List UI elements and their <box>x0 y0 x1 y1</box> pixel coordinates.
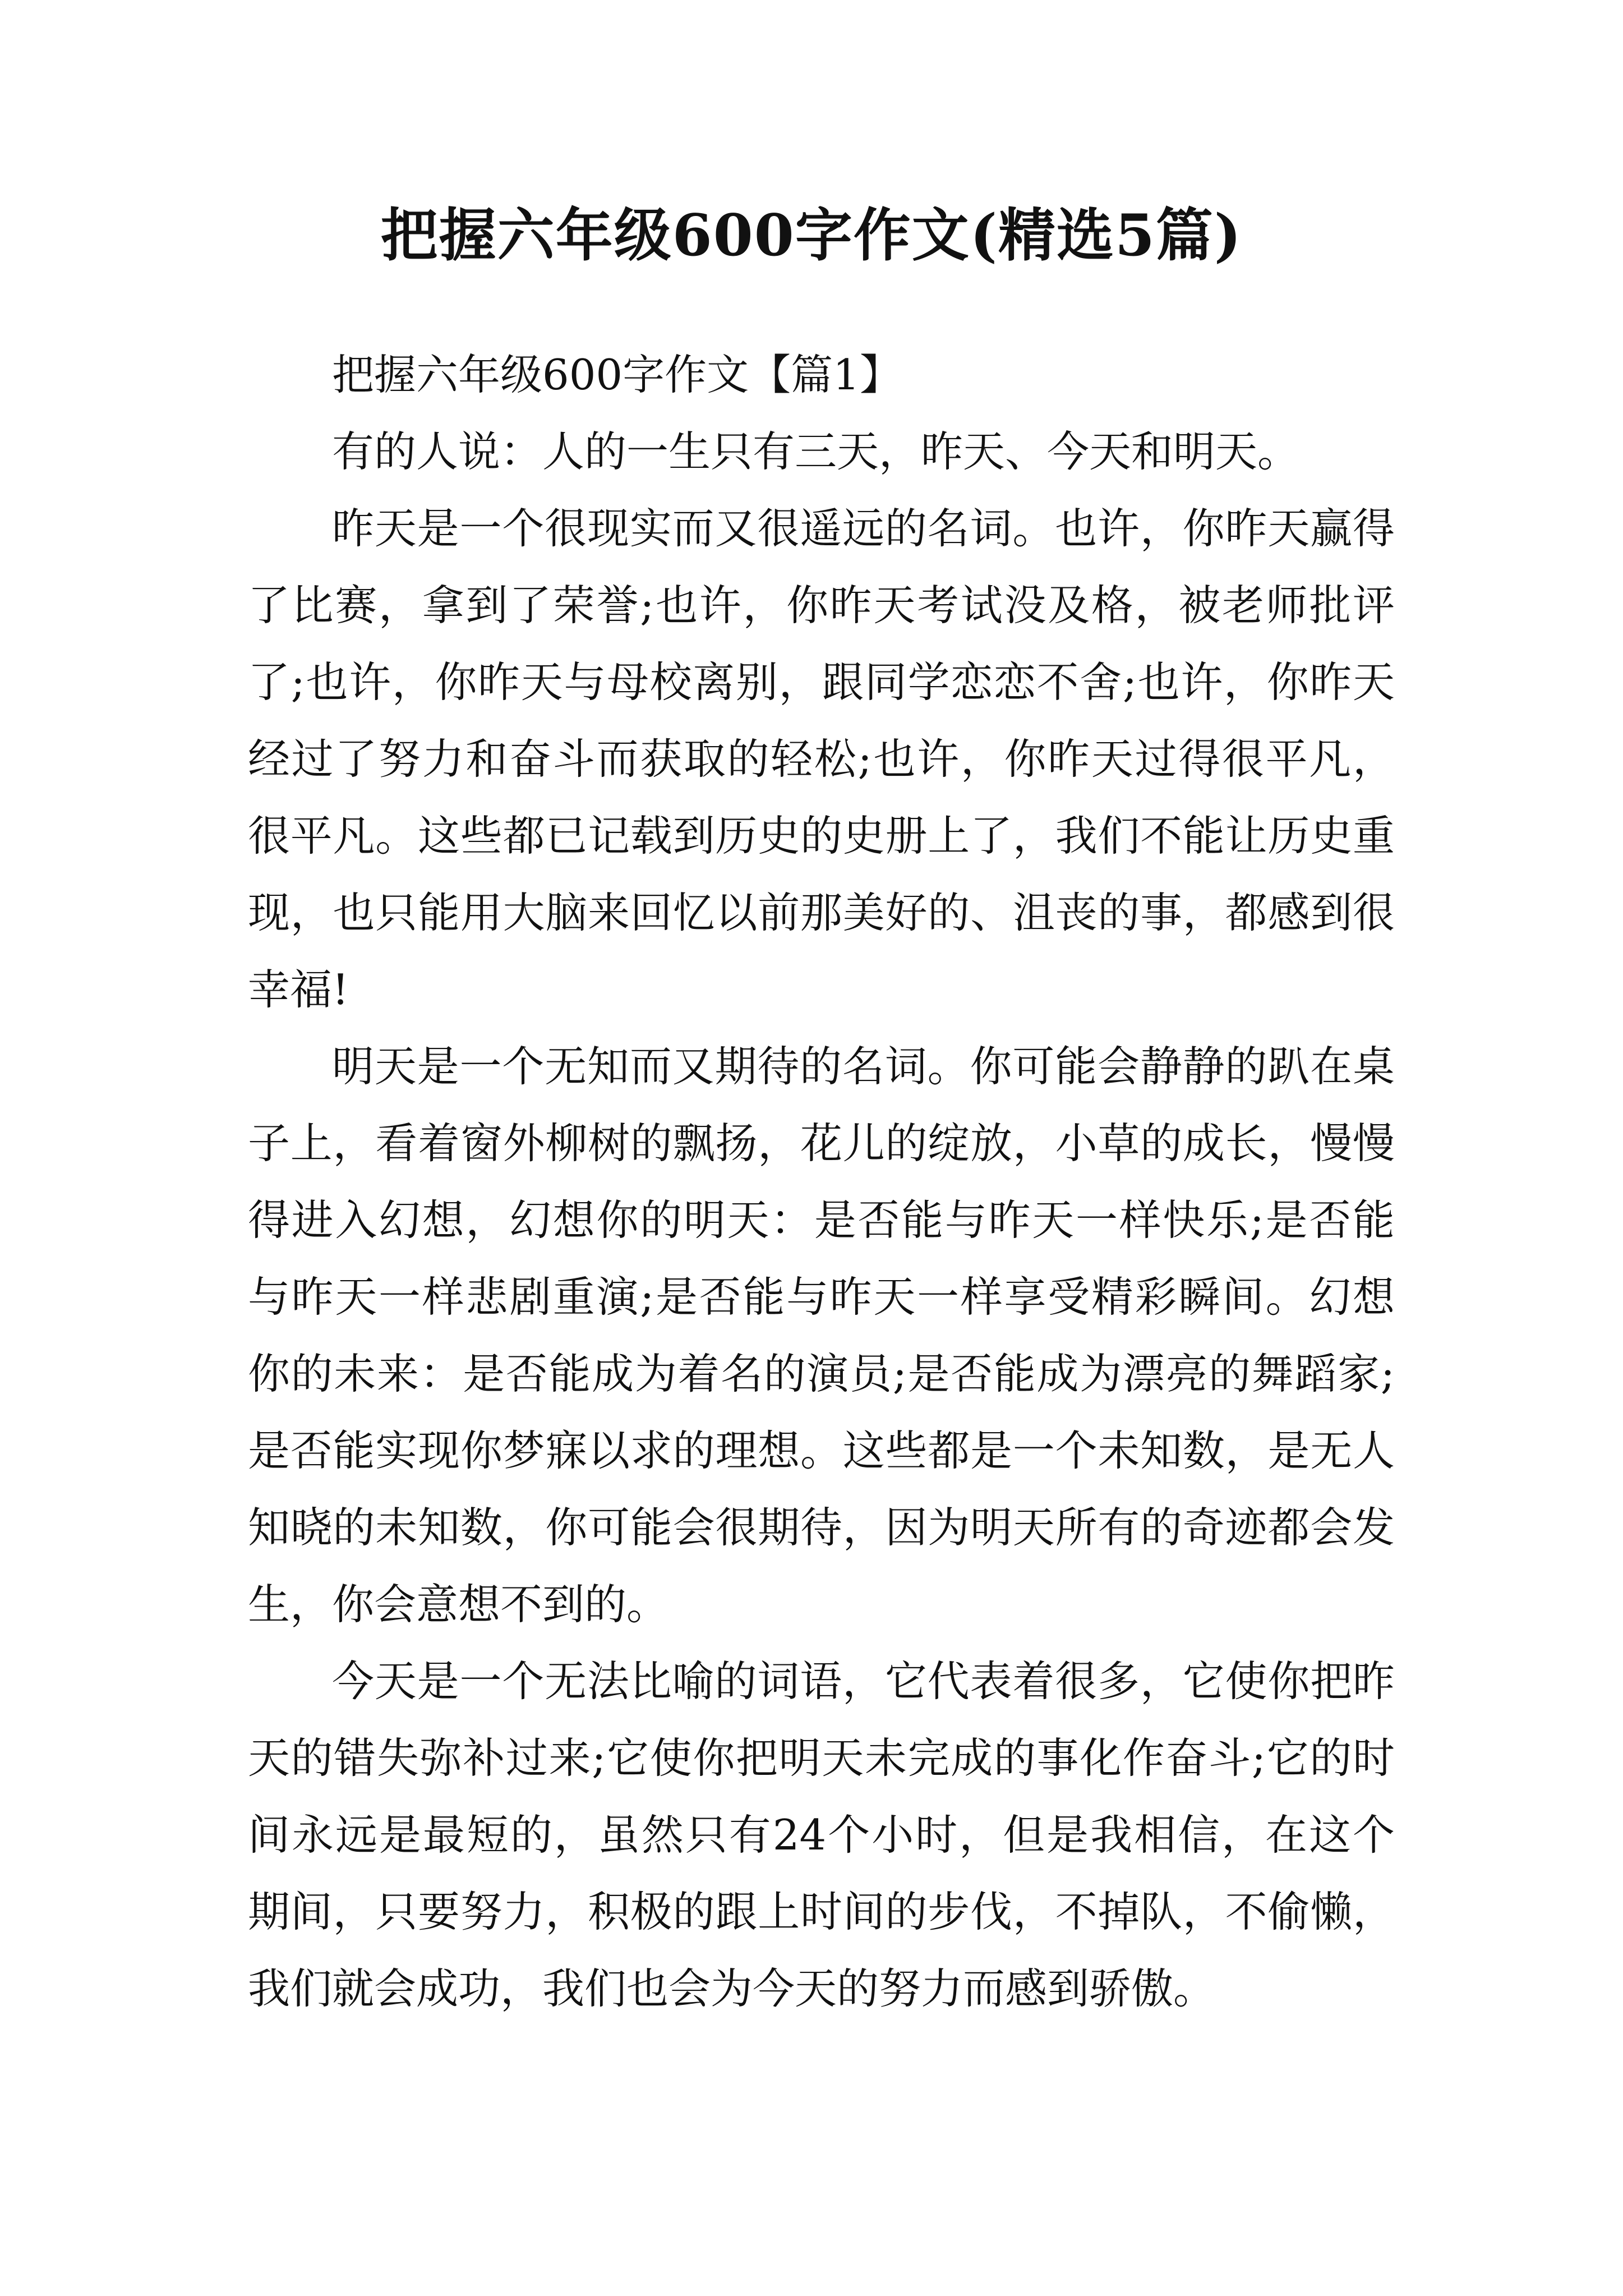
document-body <box>248 337 1395 2027</box>
paragraph-intro: 有的人说：人的一生只有三天，昨天、今天和明天。 <box>332 427 1300 476</box>
paragraph-tomorrow: 明天是一个无知而又期待的名词。你可能会静静的趴在桌子上，看着窗外柳树的飘扬，花儿的绽放，小草的成长，慢慢得进入幻想，幻想你的明天：是否能与昨天一样快乐;是否能与昨天一样悲剧重演;是否能与昨天一样享受精彩瞬间。幻想你的未来：是否能成为着名的演员;是否能成为漂亮的舞蹈家;是否能实现你梦寐以求的理想。这些都是一个未知数，是无人知晓的未知数，你可能会很期待，因为明天所有的奇迹都会发生，你会意想不到的。 <box>248 1042 1395 1629</box>
section-heading: 把握六年级600字作文【篇1】 <box>332 350 902 399</box>
paragraph-today: 今天是一个无法比喻的词语，它代表着很多，它使你把昨天的错失弥补过来;它使你把明天未完成的事化作奋斗;它的时间永远是最短的，虽然只有24个小时，但是我相信，在这个期间，只要努力，积极的跟上时间的步伐，不掉队，不偷懒，我们就会成功，我们也会为今天的努力而感到骄傲。 <box>248 1657 1395 2013</box>
document-title: 把握六年级600字作文(精选5篇) <box>380 202 1243 269</box>
paragraph-yesterday: 昨天是一个很现实而又很遥远的名词。也许，你昨天赢得了比赛，拿到了荣誉;也许，你昨天考试没及格，被老师批评了;也许，你昨天与母校离别，跟同学恋恋不舍;也许，你昨天经过了努力和奋斗而获取的轻松;也许，你昨天过得很平凡，很平凡。这些都已记载到历史的史册上了，我们不能让历史重现，也只能用大脑来回忆以前那美好的、沮丧的事，都感到很幸福! <box>248 504 1395 1014</box>
